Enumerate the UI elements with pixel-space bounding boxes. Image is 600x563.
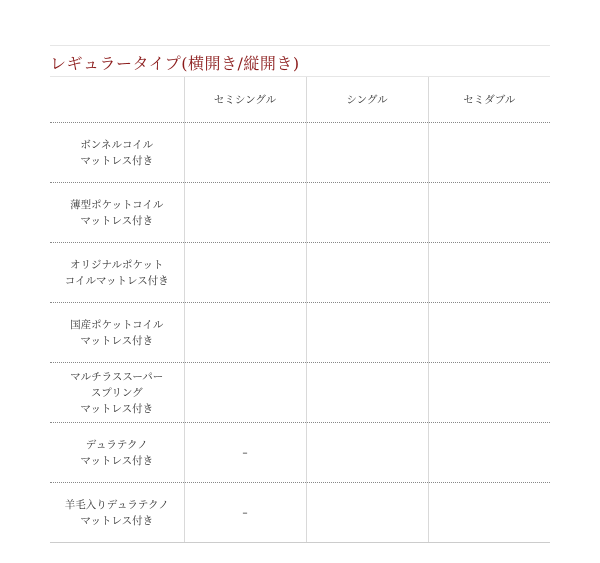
row-label-line: オリジナルポケット xyxy=(70,258,164,271)
table-cell xyxy=(428,423,550,483)
table-cell xyxy=(184,123,306,183)
header-semi-single: セミシングル xyxy=(184,77,306,123)
table-cell xyxy=(428,483,550,543)
row-label-domestic-pocket xyxy=(50,303,184,363)
row-label-line: スプリング xyxy=(90,386,143,399)
table-cell xyxy=(184,183,306,243)
table-row xyxy=(50,243,550,303)
row-label-line: マルチラススーパー xyxy=(70,370,164,383)
table-cell xyxy=(306,363,428,423)
table-cell xyxy=(428,123,550,183)
table-cell xyxy=(428,303,550,363)
row-label-line: マットレス付き xyxy=(80,214,154,227)
row-label-line: ボンネルコイル xyxy=(80,138,154,151)
table-cell xyxy=(184,363,306,423)
table-cell xyxy=(184,243,306,303)
table-cell xyxy=(184,303,306,363)
header-single: シングル xyxy=(306,77,428,123)
row-label-line: デュラテクノ xyxy=(85,438,148,451)
row-label-line: マットレス付き xyxy=(80,514,154,527)
table-row xyxy=(50,123,550,183)
row-label-line: マットレス付き xyxy=(80,154,154,167)
header-semi-double: セミダブル xyxy=(428,77,550,123)
row-label-original-pocket xyxy=(50,243,184,303)
unavailable-mark: – xyxy=(184,483,306,543)
table-row xyxy=(50,483,550,543)
row-label-wool-duratechno xyxy=(50,483,184,543)
table-row xyxy=(50,363,550,423)
row-label-line: マットレス付き xyxy=(80,402,154,415)
row-label-line: 羊毛入りデュラテクノ xyxy=(64,498,169,511)
table-cell xyxy=(428,183,550,243)
table-cell xyxy=(428,243,550,303)
table-cell xyxy=(306,123,428,183)
table-row xyxy=(50,183,550,243)
row-label-bonnell xyxy=(50,123,184,183)
row-label-line: コイルマットレス付き xyxy=(64,274,169,287)
row-label-line: マットレス付き xyxy=(80,334,154,347)
table-cell xyxy=(306,303,428,363)
table-cell xyxy=(306,423,428,483)
unavailable-mark: – xyxy=(184,423,306,483)
row-label-line: マットレス付き xyxy=(80,454,154,467)
table-row xyxy=(50,303,550,363)
title-bar xyxy=(50,45,550,77)
row-label-duratechno xyxy=(50,423,184,483)
table-cell xyxy=(306,483,428,543)
row-label-multi-lath xyxy=(50,363,184,423)
row-label-thin-pocket xyxy=(50,183,184,243)
header-row xyxy=(50,77,550,123)
section-title: レギュラータイプ(横開き/縦開き) xyxy=(50,54,300,73)
table-cell xyxy=(306,243,428,303)
size-availability-table xyxy=(50,77,550,543)
header-corner xyxy=(50,77,184,123)
table-cell xyxy=(306,183,428,243)
row-label-line: 薄型ポケットコイル xyxy=(70,198,164,211)
table-row xyxy=(50,423,550,483)
table-cell xyxy=(428,363,550,423)
row-label-line: 国産ポケットコイル xyxy=(70,318,164,331)
